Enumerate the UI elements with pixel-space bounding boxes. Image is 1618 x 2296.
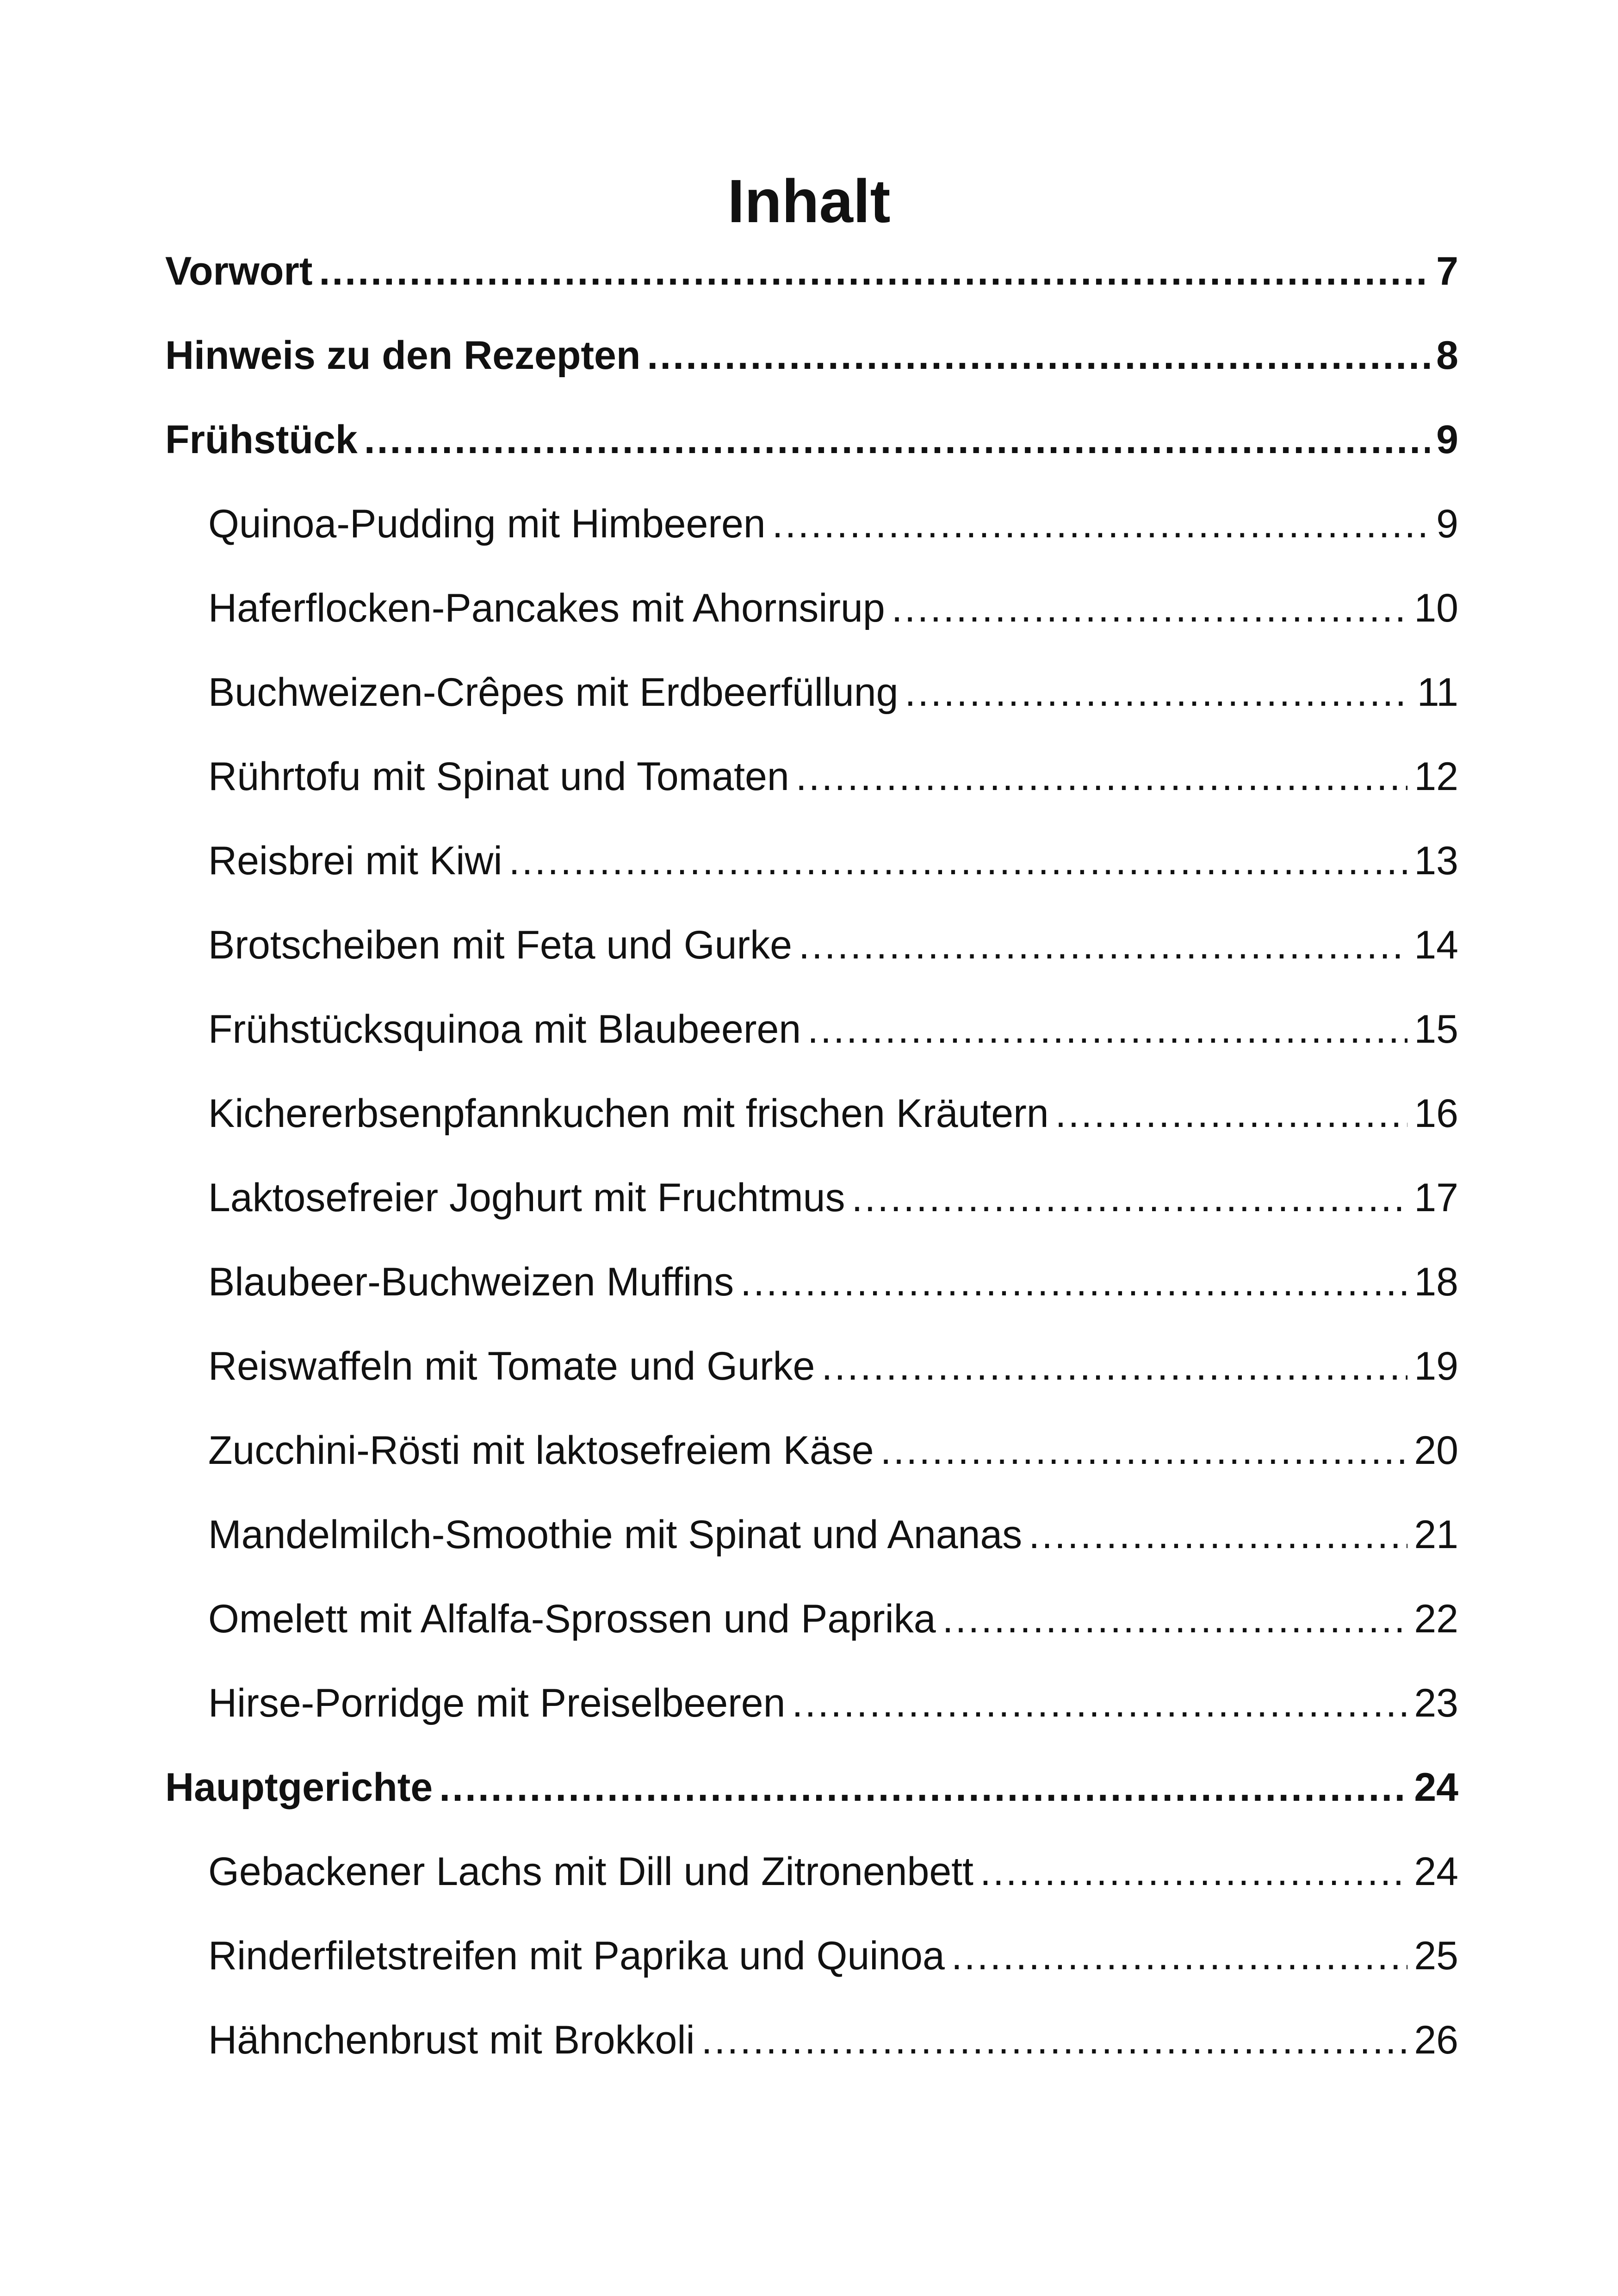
toc-chapter-entry[interactable] (165, 1761, 1458, 1846)
toc-entry-label: Hirse-Porridge mit Preiselbeeren (208, 1681, 786, 1725)
toc-entry-label: Laktosefreier Joghurt mit Fruchtmus (208, 1176, 845, 1220)
toc-recipe-entry[interactable] (165, 666, 1458, 751)
toc-page-number: 22 (1414, 1597, 1458, 1641)
toc-page-number: 26 (1414, 2018, 1458, 2062)
dot-leader (792, 1677, 1407, 1729)
dot-leader (951, 1930, 1408, 1982)
toc-recipe-entry[interactable] (165, 751, 1458, 835)
toc-recipe-entry[interactable] (165, 2014, 1458, 2098)
toc-page-number: 12 (1414, 754, 1458, 799)
dot-leader (439, 1761, 1407, 1813)
dot-leader (796, 751, 1408, 803)
toc-page-number: 16 (1414, 1091, 1458, 1136)
dot-leader (807, 1003, 1407, 1055)
toc-recipe-entry[interactable] (165, 1509, 1458, 1593)
toc-entry-label: Kichererbsenpfannkuchen mit frischen Kräutern (208, 1091, 1049, 1136)
toc-entry-label: Omelett mit Alfalfa-Sprossen und Paprika (208, 1597, 936, 1641)
toc-recipe-entry[interactable] (165, 1003, 1458, 1088)
dot-leader (772, 498, 1430, 550)
toc-page-number: 15 (1414, 1007, 1458, 1052)
toc-page-number: 25 (1414, 1934, 1458, 1978)
toc-recipe-entry[interactable] (165, 1256, 1458, 1340)
toc-entry-label: Quinoa-Pudding mit Himbeeren (208, 502, 766, 546)
dot-leader (1055, 1088, 1408, 1139)
toc-page-number: 21 (1414, 1512, 1458, 1557)
toc-recipe-entry[interactable] (165, 1593, 1458, 1677)
toc-page-number: 20 (1414, 1428, 1458, 1473)
dot-leader (821, 1340, 1407, 1392)
toc-recipe-entry[interactable] (165, 1425, 1458, 1509)
toc-chapter-entry[interactable] (165, 330, 1458, 414)
toc-recipe-entry[interactable] (165, 498, 1458, 582)
toc-recipe-entry[interactable] (165, 835, 1458, 919)
dot-leader (905, 666, 1410, 718)
toc-page-number: 8 (1436, 333, 1458, 378)
toc-entry-label: Frühstück (165, 417, 358, 462)
toc-entry-label: Hauptgerichte (165, 1765, 433, 1810)
dot-leader (942, 1593, 1408, 1645)
toc-page-number: 24 (1414, 1765, 1458, 1810)
toc-recipe-entry[interactable] (165, 1172, 1458, 1256)
toc-chapter-entry[interactable] (165, 245, 1458, 330)
dot-leader (740, 1256, 1407, 1308)
toc-page-number: 7 (1436, 249, 1458, 293)
toc-list (165, 245, 1458, 2098)
toc-recipe-entry[interactable] (165, 1340, 1458, 1425)
dot-leader (980, 1846, 1407, 1898)
toc-page-number: 19 (1414, 1344, 1458, 1388)
toc-entry-label: Zucchini-Rösti mit laktosefreiem Käse (208, 1428, 874, 1473)
toc-entry-label: Gebackener Lachs mit Dill und Zitronenbett (208, 1849, 973, 1894)
dot-leader (799, 919, 1407, 971)
toc-recipe-entry[interactable] (165, 582, 1458, 666)
dot-leader (892, 582, 1408, 634)
toc-page-number: 11 (1417, 670, 1458, 715)
toc-entry-label: Rinderfiletstreifen mit Paprika und Quinoa (208, 1934, 945, 1978)
toc-page-number: 9 (1436, 417, 1458, 462)
toc-page-number: 14 (1414, 923, 1458, 967)
toc-entry-label: Frühstücksquinoa mit Blaubeeren (208, 1007, 801, 1052)
toc-entry-label: Hinweis zu den Rezepten (165, 333, 641, 378)
dot-leader (880, 1425, 1408, 1476)
toc-entry-label: Reiswaffeln mit Tomate und Gurke (208, 1344, 815, 1388)
dot-leader (647, 330, 1430, 381)
dot-leader (319, 245, 1430, 297)
toc-recipe-entry[interactable] (165, 1846, 1458, 1930)
toc-entry-label: Buchweizen-Crêpes mit Erdbeerfüllung (208, 670, 899, 715)
toc-page-number: 24 (1414, 1849, 1458, 1894)
toc-entry-label: Mandelmilch-Smoothie mit Spinat und Ananas (208, 1512, 1023, 1557)
dot-leader (852, 1172, 1408, 1224)
dot-leader (509, 835, 1408, 887)
page-title: Inhalt (727, 167, 891, 235)
toc-recipe-entry[interactable] (165, 919, 1458, 1003)
toc-chapter-entry[interactable] (165, 414, 1458, 498)
toc-entry-label: Brotscheiben mit Feta und Gurke (208, 923, 792, 967)
toc-recipe-entry[interactable] (165, 1088, 1458, 1172)
toc-entry-label: Reisbrei mit Kiwi (208, 839, 502, 883)
toc-entry-label: Hähnchenbrust mit Brokkoli (208, 2018, 695, 2062)
toc-recipe-entry[interactable] (165, 1930, 1458, 2014)
toc-page-number: 23 (1414, 1681, 1458, 1725)
toc-entry-label: Haferflocken-Pancakes mit Ahornsirup (208, 586, 885, 630)
toc-page-number: 10 (1414, 586, 1458, 630)
toc-recipe-entry[interactable] (165, 1677, 1458, 1761)
dot-leader (364, 414, 1430, 466)
toc-page-number: 9 (1436, 502, 1458, 546)
toc-page-number: 17 (1414, 1176, 1458, 1220)
toc-entry-label: Vorwort (165, 249, 313, 293)
toc-entry-label: Blaubeer-Buchweizen Muffins (208, 1260, 734, 1304)
toc-entry-label: Rührtofu mit Spinat und Tomaten (208, 754, 789, 799)
toc-page-number: 13 (1414, 839, 1458, 883)
dot-leader (1029, 1509, 1407, 1561)
toc-page-number: 18 (1414, 1260, 1458, 1304)
dot-leader (701, 2014, 1408, 2066)
